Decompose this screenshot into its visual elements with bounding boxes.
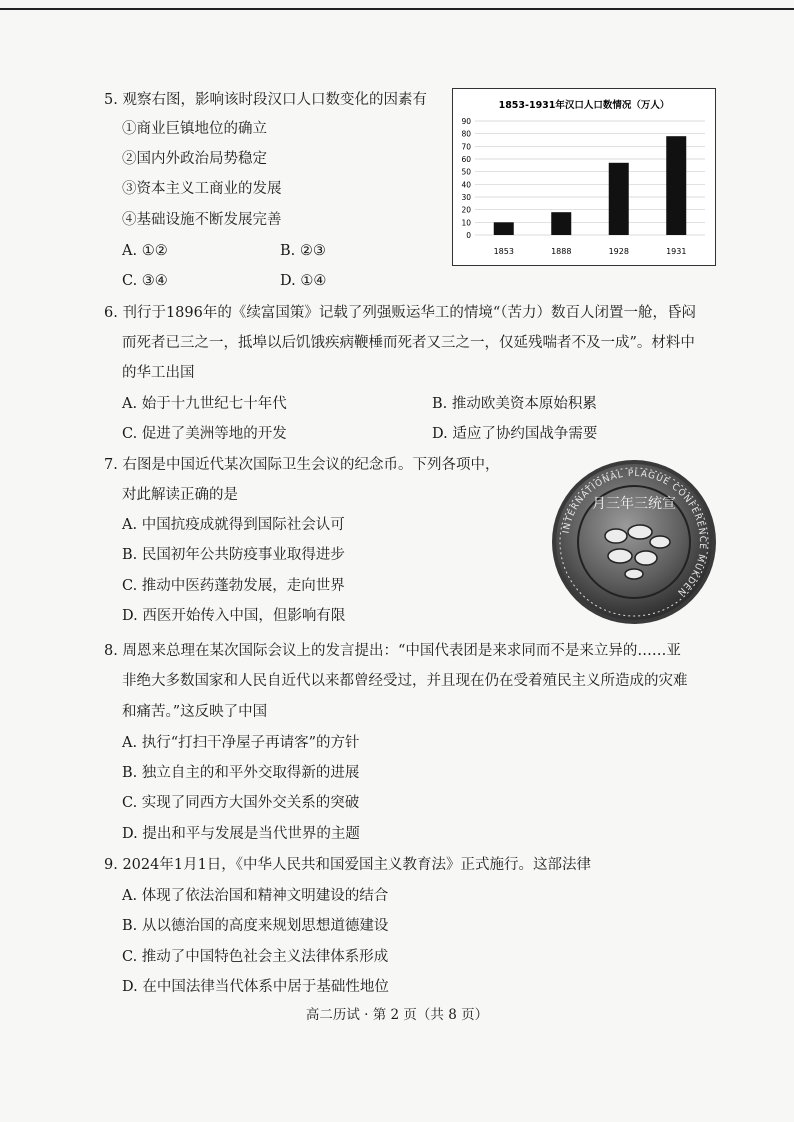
q5-option-b: B. ②③: [280, 243, 326, 259]
q8-option-b: B. 独立自主的和平外交取得新的进展: [122, 765, 360, 781]
y-tick-label: 30: [461, 193, 471, 202]
bar-1888: [551, 212, 571, 235]
q6-stem-line-2: 而死者已三之一，抵埠以后饥饿疾病鞭棰而死者又三之一，仅延残喘者不及一成”。材料中: [122, 335, 695, 351]
population-chart: [452, 88, 716, 266]
q8-stem-line-1: 8. 周恩来总理在某次国际会议上的发言提出：“中国代表团是来求同而不是来立异的……亚: [104, 643, 681, 659]
q7-option-b: B. 民国初年公共防疫事业取得进步: [122, 547, 345, 563]
q6-stem-line-3: 的华工出国: [122, 365, 195, 381]
y-tick-label: 60: [461, 155, 471, 164]
q9-stem: 9. 2024年1月1日，《中华人民共和国爱国主义教育法》正式施行。这部法律: [104, 857, 592, 873]
y-tick-label: 50: [461, 167, 471, 177]
q7-option-c: C. 推动中医药蓬勃发展，走向世界: [122, 578, 345, 594]
q8-option-c: C. 实现了同西方大国外交关系的突破: [122, 795, 360, 811]
q9-option-c: C. 推动了中国特色社会主义法律体系形成: [122, 949, 389, 965]
y-tick-label: 80: [461, 129, 471, 139]
bar-1853: [494, 222, 514, 235]
q8-option-a: A. 执行“打扫干净屋子再请客”的方针: [122, 735, 360, 751]
q9-option-b: B. 从以德治国的高度来规划思想道德建设: [122, 918, 389, 934]
y-tick-label: 70: [461, 142, 471, 152]
y-tick-label: 0: [466, 231, 471, 240]
q5-option-c: C. ③④: [122, 273, 168, 289]
q9-option-d: D. 在中国法律当代体系中居于基础性地位: [122, 979, 389, 995]
q9-option-a: A. 体现了依法治国和精神文明建设的结合: [122, 888, 389, 904]
q6-option-a: A. 始于十九世纪七十年代: [122, 396, 287, 412]
q7-option-a: A. 中国抗疫成就得到国际社会认可: [122, 517, 345, 533]
y-tick-label: 10: [461, 218, 471, 228]
q5-item-1: ①商业巨镇地位的确立: [122, 121, 267, 137]
x-tick-label-1931: 1931: [666, 247, 687, 256]
q8-stem-line-3: 和痛苦。”这反映了中国: [122, 704, 268, 720]
q5-item-3: ③资本主义工商业的发展: [122, 181, 282, 197]
q6-option-c: C. 促进了美洲等地的开发: [122, 426, 287, 442]
q7-stem-line-1: 7. 右图是中国近代某次国际卫生会议的纪念币。下列各项中，: [104, 457, 500, 473]
x-tick-label-1928: 1928: [608, 247, 629, 256]
x-tick-label-1853: 1853: [493, 247, 514, 256]
q5-stem: 5. 观察右图，影响该时段汉口人口数变化的因素有: [104, 92, 427, 108]
q7-stem-line-2: 对此解读正确的是: [122, 487, 238, 503]
y-tick-label: 90: [461, 117, 471, 126]
x-tick-label-1888: 1888: [551, 247, 572, 256]
commemorative-coin: [550, 458, 718, 626]
q7-option-d: D. 西医开始传入中国，但影响有限: [122, 608, 346, 624]
q6-option-b: B. 推动欧美资本原始积累: [432, 396, 597, 412]
q5-item-2: ②国内外政治局势稳定: [122, 151, 267, 167]
population-chart-svg: [453, 89, 715, 265]
q5-option-a: A. ①②: [122, 243, 168, 259]
bar-1931: [666, 136, 686, 235]
q6-stem-line-1: 6. 刊行于1896年的《续富国策》记载了列强贩运华工的情境“（苦力）数百人闭置一舱，昏闷: [104, 305, 697, 321]
bar-1928: [609, 163, 629, 235]
page-footer: 高二历试 · 第 2 页（共 8 页）: [305, 1007, 489, 1023]
y-tick-label: 40: [461, 180, 471, 190]
q5-option-d: D. ①④: [280, 273, 327, 289]
coin-center-text: 月三年三统宣: [592, 496, 676, 512]
q8-option-d: D. 提出和平与发展是当代世界的主题: [122, 826, 360, 842]
q8-stem-line-2: 非绝大多数国家和人民自近代以来都曾经受过，并且现在仍在受着殖民主义所造成的灾难: [122, 673, 688, 689]
q6-option-d: D. 适应了协约国战争需要: [432, 426, 598, 442]
coin-image: [550, 458, 718, 626]
chart-title: 1853-1931年汉口人口数情况（万人）: [498, 100, 670, 111]
page-top-border: [0, 8, 794, 10]
q5-item-4: ④基础设施不断发展完善: [122, 212, 282, 228]
y-tick-label: 20: [461, 205, 471, 215]
coin-ring-text: INTERNATIONAL PLAGUE CONFERENCE MUKDEN: [561, 468, 708, 598]
